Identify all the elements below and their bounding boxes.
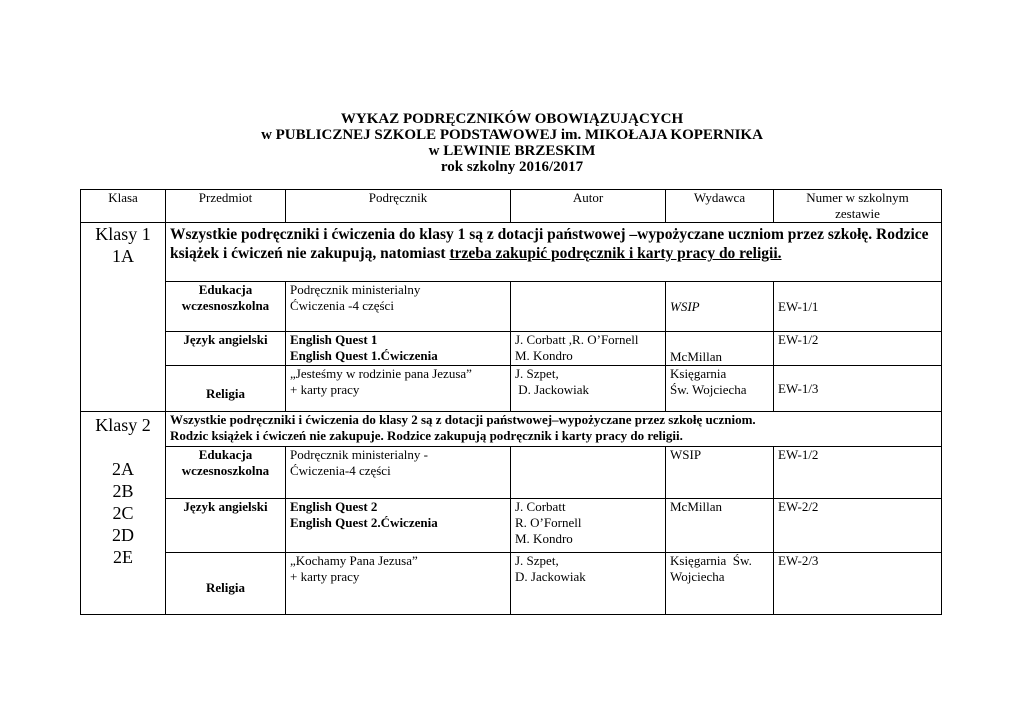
g1r3-autor-l1: J. Szpet,: [515, 366, 559, 381]
textbook-table: [80, 189, 942, 615]
g2r1-numer: EW-1/2: [774, 447, 942, 499]
group2-class-label: Klasy 2: [95, 415, 151, 435]
g2r3-autor-l1: J. Szpet,: [515, 553, 559, 568]
g2r1-przedmiot: [166, 447, 286, 499]
table-row: [81, 282, 942, 332]
g2r2-podrecznik-l2: English Quest 2.Ćwiczenia: [290, 515, 438, 530]
g2r1-przedmiot-l2: wczesnoszkolna: [181, 463, 270, 478]
document-title: [0, 111, 1024, 175]
group2-note-line-2: Rodzic książek i ćwiczeń nie zakupuje. Rodzice zakupują podręcznik i karty pracy do religii.: [170, 428, 683, 443]
group2-class-2e: 2E: [113, 547, 133, 567]
g1r1-przedmiot: [166, 282, 286, 332]
header-numer: [774, 190, 942, 223]
g1r3-autor: [511, 366, 666, 412]
g2r2-autor-l3: M. Kondro: [515, 531, 573, 546]
g1r1-podrecznik-l1: Podręcznik ministerialny: [290, 282, 421, 297]
g2r3-numer: EW-2/3: [774, 553, 942, 615]
g2r2-autor: [511, 499, 666, 553]
g1r1-wydawca: WSIP: [666, 282, 774, 332]
table-row: [81, 447, 942, 499]
group1-class-label: Klasy 1: [95, 224, 151, 244]
g1r1-podrecznik-l2: Ćwiczenia -4 części: [290, 298, 394, 313]
g1r2-przedmiot: Język angielski: [166, 332, 286, 366]
g1r1-przedmiot-l1: Edukacja: [198, 282, 253, 297]
header-numer-line-2: zestawie: [835, 206, 880, 221]
g1r3-wydawca-l1: Księgarnia: [670, 366, 727, 381]
title-line-2: w PUBLICZNEJ SZKOLE PODSTAWOWEJ im. MIKOŁAJA KOPERNIKA: [261, 127, 763, 143]
group2-class-2d: 2D: [112, 525, 134, 545]
g1r2-numer: EW-1/2: [774, 332, 942, 366]
g1r2-autor-l2: M. Kondro: [515, 348, 573, 363]
table-row: [81, 332, 942, 366]
g1r1-numer: EW-1/1: [774, 282, 942, 332]
g2r3-podrecznik-l1: „Kochamy Pana Jezusa”: [290, 553, 418, 568]
g1r2-wydawca: McMillan: [666, 332, 774, 366]
g1r2-autor-l1: J. Corbatt ,R. O’Fornell: [515, 332, 639, 347]
g2r2-autor-l2: R. O’Fornell: [515, 515, 582, 530]
group2-note: [166, 412, 942, 447]
g1r3-autor-l2: D. Jackowiak: [515, 382, 590, 397]
g2r2-podrecznik: [286, 499, 511, 553]
g2r2-wydawca: McMillan: [666, 499, 774, 553]
group1-class-name: 1A: [112, 246, 134, 266]
g2r3-przedmiot: Religia: [166, 553, 286, 615]
g2r3-podrecznik-l2: + karty pracy: [290, 569, 360, 584]
group1-note-text: Wszystkie podręczniki i ćwiczenia do klasy 1 są z dotacji państwowej –wypożyczane uczniom przez szkołę. Rodzice książek i ćwiczeń nie zakupują, natomiast: [170, 226, 929, 262]
group1-note-underlined: trzeba zakupić podręcznik i karty pracy do religii.: [449, 245, 782, 262]
g1r2-autor: [511, 332, 666, 366]
g2r2-autor-l1: J. Corbatt: [515, 499, 566, 514]
g2r1-autor: [511, 447, 666, 499]
g1r3-numer: EW-1/3: [774, 366, 942, 412]
g1r1-podrecznik: [286, 282, 511, 332]
group2-note-line-1: Wszystkie podręczniki i ćwiczenia do klasy 2 są z dotacji państwowej–wypożyczane przez szkołę uczniom.: [170, 412, 756, 427]
g1r2-podrecznik: [286, 332, 511, 366]
group2-class-cell: [81, 412, 166, 615]
g2r1-podrecznik-l2: Ćwiczenia-4 części: [290, 463, 391, 478]
g1r1-autor: [511, 282, 666, 332]
g2r2-numer: EW-2/2: [774, 499, 942, 553]
table-row: [81, 366, 942, 412]
group2-class-2a: 2A: [112, 459, 134, 479]
header-numer-line-1: Numer w szkolnym: [806, 190, 909, 205]
g1r1-przedmiot-l2: wczesnoszkolna: [181, 298, 270, 313]
g1r3-podrecznik-l2: + karty pracy: [290, 382, 360, 397]
title-line-1: WYKAZ PODRĘCZNIKÓW OBOWIĄZUJĄCYCH: [340, 111, 684, 127]
g2r3-wydawca-l2: Wojciecha: [670, 569, 725, 584]
group2-class-2b: 2B: [112, 481, 134, 501]
group2-class-2c: 2C: [112, 503, 134, 523]
g2r3-podrecznik: [286, 553, 511, 615]
group1-class-cell: [81, 223, 166, 412]
g2r1-przedmiot-l1: Edukacja: [198, 447, 253, 462]
g2r3-autor-l2: D. Jackowiak: [515, 569, 586, 584]
g1r3-podrecznik: [286, 366, 511, 412]
g1r3-wydawca: [666, 366, 774, 412]
table-row: [81, 553, 942, 615]
table-header-row: [81, 190, 942, 223]
group1-note-row: [81, 223, 942, 282]
g2r1-podrecznik: [286, 447, 511, 499]
g1r2-podrecznik-l1: English Quest 1: [290, 332, 378, 347]
header-podrecznik: Podręcznik: [286, 190, 511, 223]
header-klasa: Klasa: [81, 190, 166, 223]
group2-note-row: [81, 412, 942, 447]
g2r2-przedmiot: Język angielski: [166, 499, 286, 553]
g2r3-autor: [511, 553, 666, 615]
group1-note: [166, 223, 942, 282]
header-autor: Autor: [511, 190, 666, 223]
g1r3-podrecznik-l1: „Jesteśmy w rodzinie pana Jezusa”: [290, 366, 472, 381]
header-przedmiot: Przedmiot: [166, 190, 286, 223]
title-line-4: rok szkolny 2016/2017: [440, 159, 584, 175]
g2r3-wydawca: [666, 553, 774, 615]
g2r1-wydawca: WSIP: [666, 447, 774, 499]
g2r1-podrecznik-l1: Podręcznik ministerialny -: [290, 447, 428, 462]
title-line-3: w LEWINIE BRZESKIM: [428, 143, 596, 159]
g2r2-podrecznik-l1: English Quest 2: [290, 499, 378, 514]
g2r3-wydawca-l1: Księgarnia Św.: [670, 553, 752, 568]
table-row: [81, 499, 942, 553]
header-wydawca: Wydawca: [666, 190, 774, 223]
g1r3-wydawca-l2: Św. Wojciecha: [670, 382, 747, 397]
g1r3-przedmiot: Religia: [166, 366, 286, 412]
g1r2-podrecznik-l2: English Quest 1.Ćwiczenia: [290, 348, 438, 363]
